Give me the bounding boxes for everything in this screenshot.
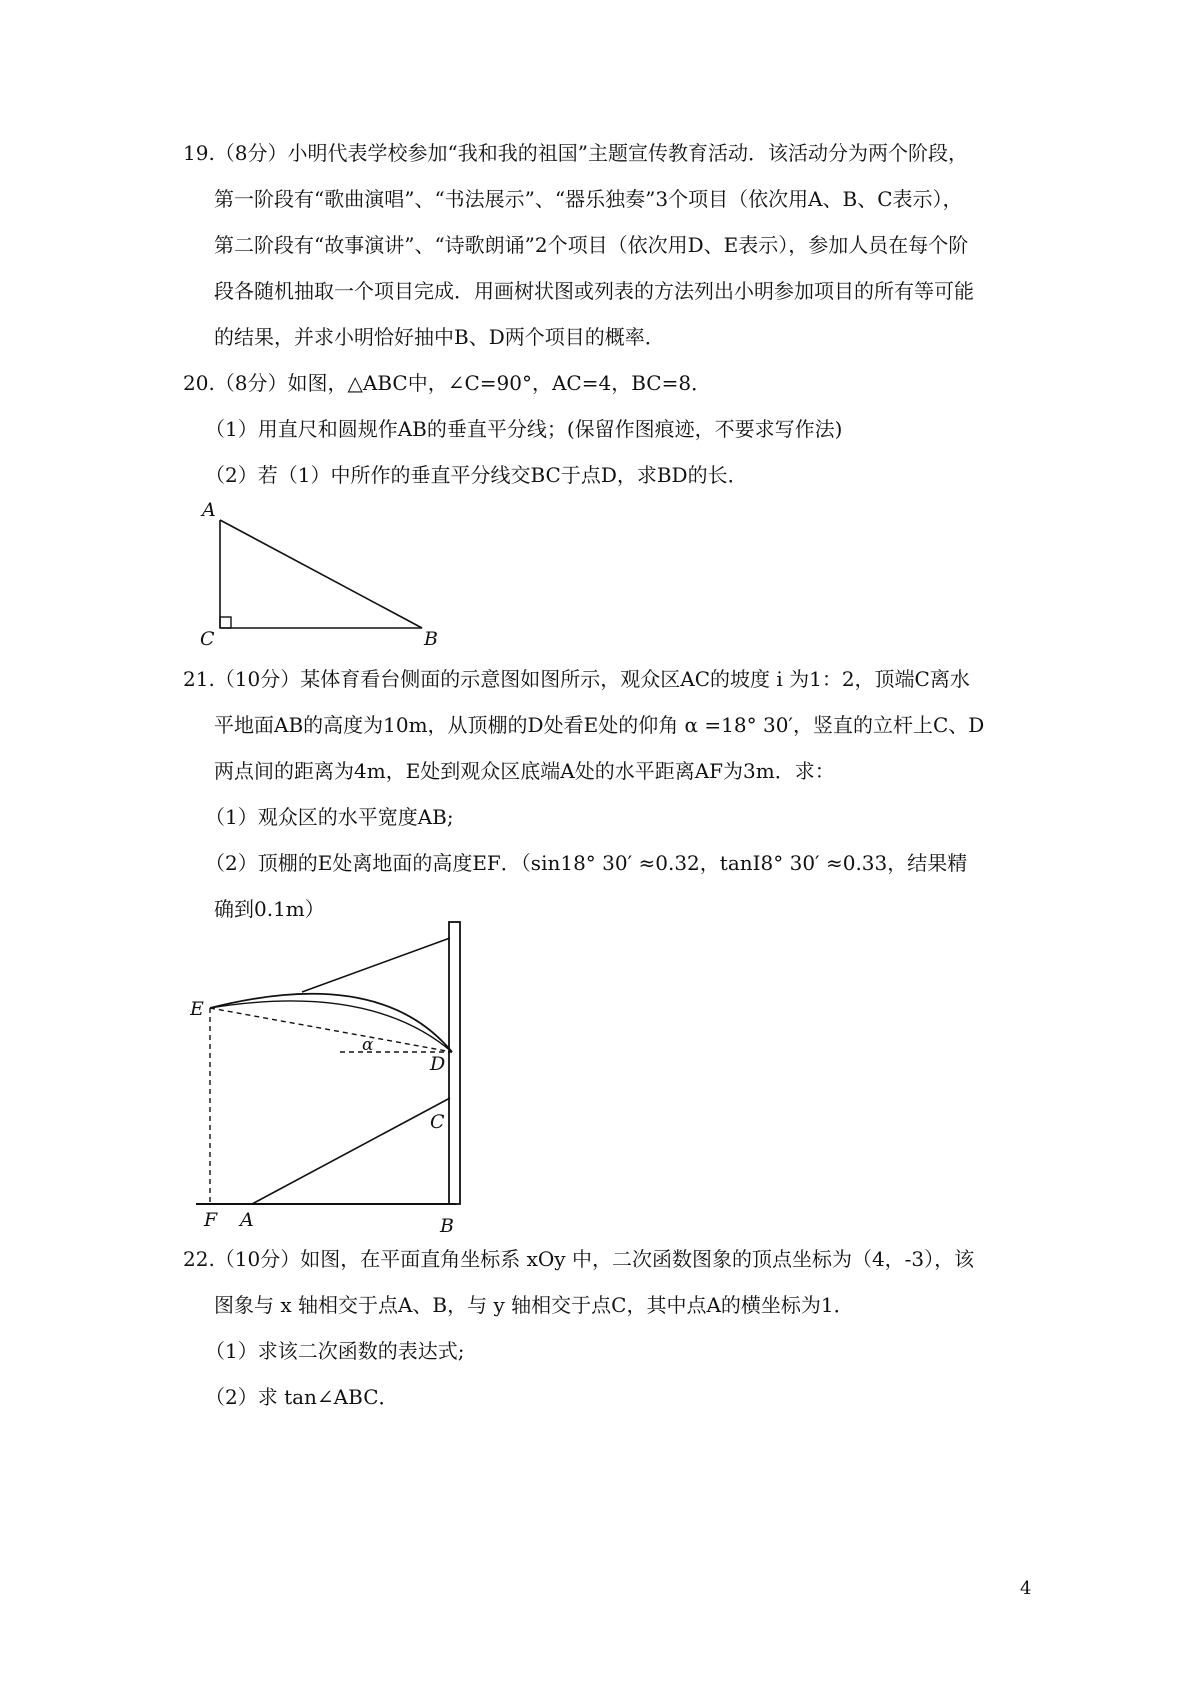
- label-b: B: [440, 1215, 454, 1237]
- label-d: D: [430, 1053, 446, 1075]
- label-e: E: [190, 998, 204, 1020]
- q21-line-3: 两点间的距离为4m，E处到观众区底端A处的水平距离AF为3m．求：: [214, 759, 835, 783]
- q19-line-5: 的结果，并求小明恰好抽中B、D两个项目的概率．: [214, 325, 665, 349]
- label-b: B: [424, 628, 438, 650]
- sight-line-ed: [210, 1008, 452, 1052]
- q20-stem: 20.（8分）如图，△ABC中，∠C=90°，AC=4，BC=8．: [183, 371, 712, 395]
- label-a: A: [240, 1209, 254, 1231]
- label-alpha: α: [362, 1035, 374, 1055]
- right-angle-mark: [220, 617, 231, 628]
- q22-line-1: 22.（10分）如图，在平面直角坐标系 xOy 中，二次函数图象的顶点坐标为（4，-3），该: [183, 1247, 975, 1271]
- q20-part2: （2）若（1）中所作的垂直平分线交BC于点D，求BD的长．: [205, 463, 748, 487]
- page-number: 4: [1020, 1578, 1032, 1599]
- side-ab: [220, 520, 422, 628]
- q21-part2-line-2: 确到0.1m）: [214, 897, 325, 921]
- label-f: F: [204, 1209, 218, 1231]
- q20-part1: （1）用直尺和圆规作AB的垂直平分线；(保留作图痕迹，不要求写作法): [205, 417, 843, 441]
- q21-line-2: 平地面AB的高度为10m，从顶棚的D处看E处的仰角 α =18° 30′，竖直的立杆上C、D: [214, 713, 985, 737]
- q21-grandstand-figure: [190, 920, 530, 1240]
- label-c: C: [430, 1111, 445, 1133]
- q19-line-4: 段各随机抽取一个项目完成．用画树状图或列表的方法列出小明参加项目的所有等可能: [214, 279, 974, 303]
- q20-triangle-figure: [200, 500, 490, 650]
- roof-inner-arc: [210, 1001, 452, 1052]
- roof-cable: [302, 938, 450, 992]
- q22-part1: （1）求该二次函数的表达式;: [205, 1339, 465, 1363]
- label-a: A: [202, 500, 216, 521]
- q22-part2: （2）求 tan∠ABC．: [205, 1385, 399, 1409]
- spectator-slope: [252, 1098, 450, 1204]
- label-c: C: [200, 628, 215, 650]
- q19-line-3: 第二阶段有“故事演讲”、“诗歌朗诵”2个项目（依次用D、E表示），参加人员在每个阶: [214, 233, 969, 257]
- q22-line-2: 图象与 x 轴相交于点A、B，与 y 轴相交于点C，其中点A的横坐标为1．: [214, 1293, 854, 1317]
- q19-line-1: 19.（8分）小明代表学校参加“我和我的祖国”主题宣传教育活动．该活动分为两个阶段，: [183, 141, 968, 165]
- vertical-post: [449, 922, 460, 1204]
- q19-line-2: 第一阶段有“歌曲演唱”、“书法展示”、“器乐独奏”3个项目（依次用A、B、C表示），: [214, 187, 963, 211]
- q21-line-1: 21.（10分）某体育看台侧面的示意图如图所示，观众区AC的坡度 i 为1：2，顶端C离水: [183, 667, 970, 691]
- q21-part2-line-1: （2）顶棚的E处离地面的高度EF．（sin18° 30′ ≈0.32，tanI8° 30′ ≈0.33，结果精: [205, 851, 968, 875]
- q21-part1: （1）观众区的水平宽度AB;: [205, 805, 454, 829]
